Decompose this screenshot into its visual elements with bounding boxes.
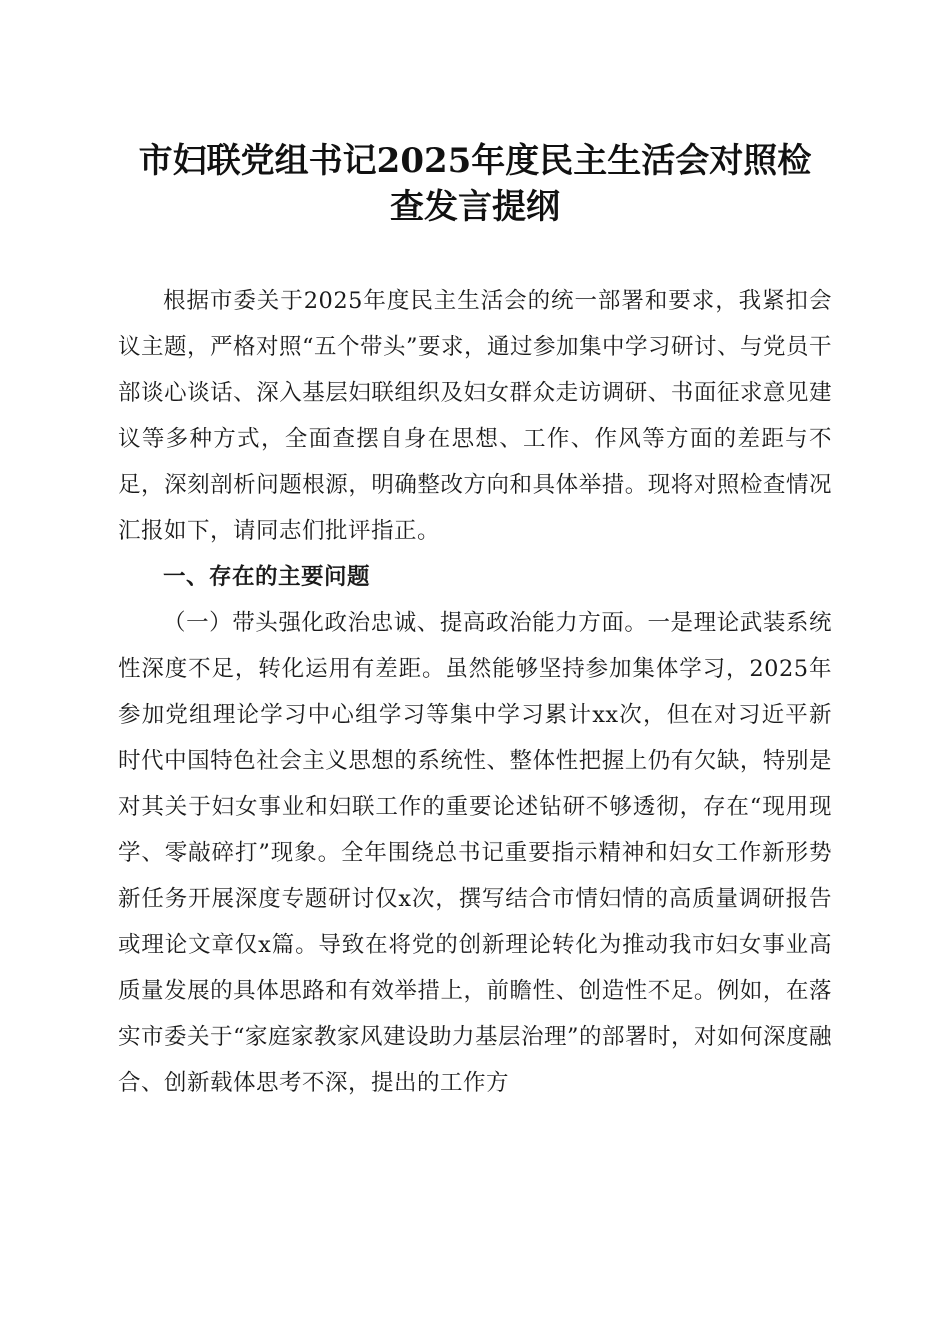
section-heading-1: 一、存在的主要问题 [163,564,371,590]
subsection-paragraph-1: （一）带头强化政治忠诚、提高政治能力方面。一是理论武装系统性深度不足，转化运用有差距。虽然能够坚持参加集体学习，2025年参加党组理论学习中心组学习等集中学习累计xx次，但在对习近平新时代中国特色社会主义思想的系统性、整体性把握上仍有欠缺，特别是对其关于妇女事业和妇联工作的重要论述钻研不够透彻，存在“现用现学、零敲碎打”现象。全年围绕总书记重要指示精神和妇女工作新形势新任务开展深度专题研讨仅x次，撰写结合市情妇情的高质量调研报告或理论文章仅x篇。导致在将党的创新理论转化为推动我市妇女事业高质量发展的具体思路和有效举措上，前瞻性、创造性不足。例如，在落实市委关于“家庭家教家风建设助力基层治理”的部署时，对如何深度融合、创新载体思考不深，提出的工作方 [118,610,833,1096]
document-title [110,138,840,230]
title-line-1: 市妇联党组书记2025年度民主生活会对照检 [138,141,812,181]
title-line-2: 查发言提纲 [390,187,560,227]
intro-paragraph: 根据市委关于2025年度民主生活会的统一部署和要求，我紧扣会议主题，严格对照“五个带头”要求，通过参加集中学习研讨、与党员干部谈心谈话、深入基层妇联组织及妇女群众走访调研、书面征求意见建议等多种方式，全面查摆自身在思想、工作、作风等方面的差距与不足，深刻剖析问题根源，明确整改方向和具体举措。现将对照检查情况汇报如下，请同志们批评指正。 [118,288,833,544]
document-body [118,278,832,1106]
